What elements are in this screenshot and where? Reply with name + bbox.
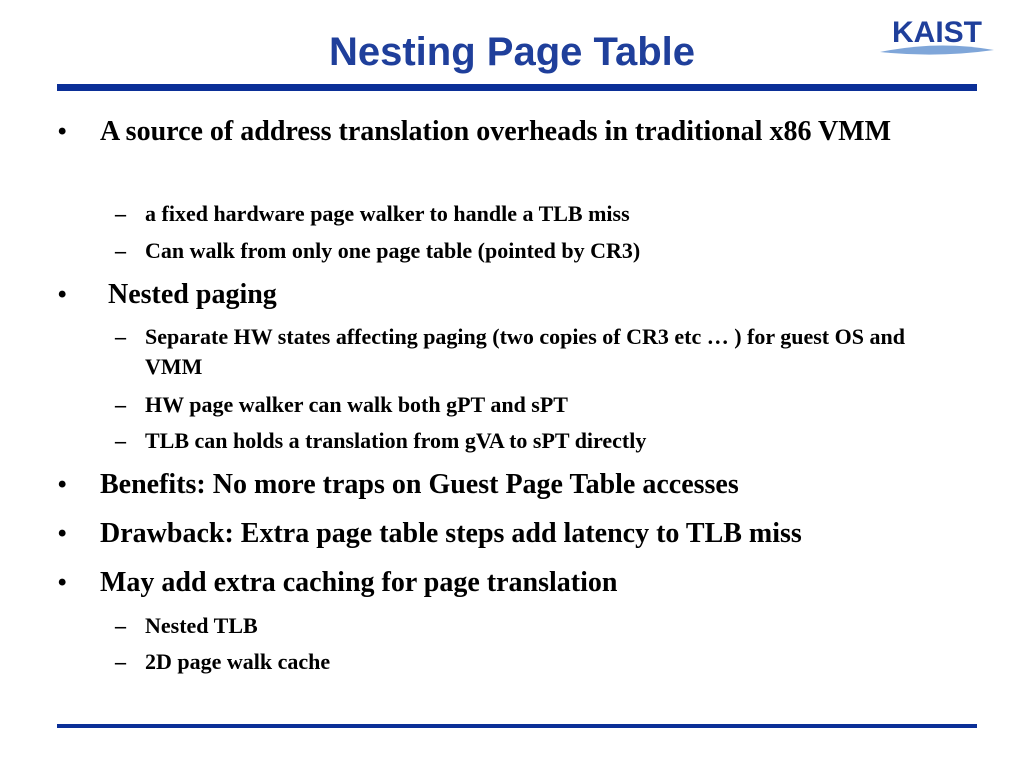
bullet-glyph: • [58,471,67,498]
bullet-item [58,112,960,152]
bullet-glyph: • [58,118,67,145]
sub-bullet-item [115,426,965,456]
sub-bullet-item [115,322,965,382]
bullet-glyph: • [58,520,67,547]
sub-bullet-item [115,199,965,229]
bullet-item [58,465,960,505]
bullet-text: May add extra caching for page translation [100,567,618,598]
sub-bullet-item [115,390,965,420]
bullet-item [58,275,968,315]
sub-bullet-text: TLB can holds a translation from gVA to sPT directly [145,428,647,453]
sub-bullet-text: a fixed hardware page walker to handle a TLB miss [145,201,630,226]
sub-bullet-item [115,611,965,641]
bullet-text: Nested paging [108,279,277,310]
sub-bullet-item [115,236,965,266]
sub-bullet-text: HW page walker can walk both gPT and sPT [145,392,568,417]
dash-glyph: – [115,201,126,226]
dash-glyph: – [115,428,126,453]
sub-bullet-text: Separate HW states affecting paging (two copies of CR3 etc … ) for guest OS and VMM [145,324,905,379]
dash-glyph: – [115,238,126,263]
bullet-text: Drawback: Extra page table steps add latency to TLB miss [100,518,802,549]
slide-title: Nesting Page Table [328,30,695,74]
dash-glyph: – [115,649,126,674]
sub-bullet-text: Can walk from only one page table (pointed by CR3) [145,238,641,263]
dash-glyph: – [115,613,126,638]
bullet-glyph: • [58,569,67,596]
bottom-divider [57,724,977,728]
sub-bullet-text: Nested TLB [145,613,258,638]
bullet-item [58,514,960,554]
sub-bullet-text: 2D page walk cache [145,649,331,674]
bullet-glyph: • [58,281,67,308]
bullet-text: A source of address translation overheads in traditional x86 VMM [100,116,892,147]
sub-bullet-item [115,647,965,677]
dash-glyph: – [115,324,126,349]
bullet-text: Benefits: No more traps on Guest Page Table accesses [100,469,739,500]
bullet-item [58,563,960,603]
dash-glyph: – [115,392,126,417]
logo-text: KAIST [892,16,982,49]
